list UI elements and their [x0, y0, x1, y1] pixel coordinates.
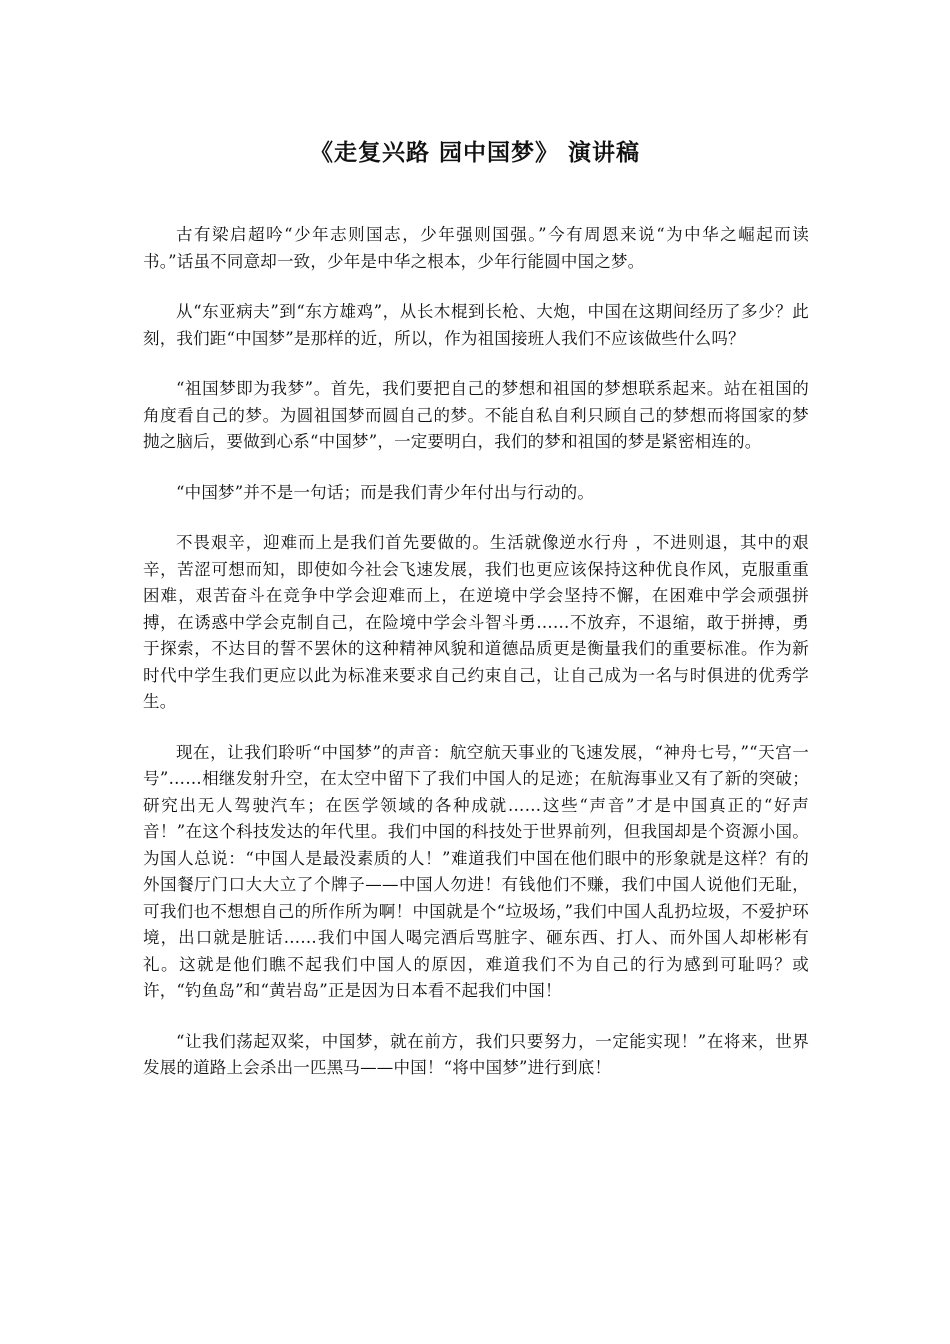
paragraph-3: “祖国梦即为我梦”。首先，我们要把自己的梦想和祖国的梦想联系起来。站在祖国的角度看自己的梦。为圆祖国梦而圆自己的梦。不能自私自利只顾自己的梦想而将国家的梦抛之脑后，要做到心系“中国梦”，一定要明白，我们的梦和祖国的梦是紧密相连的。: [143, 379, 809, 451]
paragraph-1: 古有梁启超吟“少年志则国志，少年强则国强。”今有周恩来说“为中华之崛起而读书。”话虽不同意却一致，少年是中华之根本，少年行能圆中国之梦。: [143, 225, 809, 271]
document-title: 《走复兴路 园中国梦》 演讲稿: [309, 140, 640, 166]
document-body: [143, 222, 809, 1106]
paragraph-5: 不畏艰辛，迎难而上是我们首先要做的。生活就像逆水行舟 ，不进则退，其中的艰辛，苦涩可想而知，即使如今社会飞速发展，我们也更应该保持这种优良作风，克服重重困难，艰苦奋斗在竞争中学会迎难而上，在逆境中学会坚持不懈，在困难中学会顽强拼搏，在诱惑中学会克制自己，在险境中学会斗智斗勇……不放弃，不退缩，敢于拼搏，勇于探索，不达目的誓不罢休的这种精神风貌和道德品质更是衡量我们的重要标准。作为新时代中学生我们更应以此为标准来要求自己约束自己，让自己成为一名与时俱进的优秀学生。: [143, 533, 809, 711]
paragraph-7: “让我们荡起双桨，中国梦，就在前方，我们只要努力，一定能实现！”在将来，世界发展的道路上会杀出一匹黑马——中国！“将中国梦”进行到底！: [143, 1031, 809, 1077]
paragraph-2: 从“东亚病夫”到“东方雄鸡”，从长木棍到长枪、大炮，中国在这期间经历了多少？此刻，我们距“中国梦”是那样的近，所以，作为祖国接班人我们不应该做些什么吗？: [143, 302, 809, 348]
paragraph-6: 现在，让我们聆听“中国梦”的声音：航空航天事业的飞速发展，“神舟七号，”“天宫一号”……相继发射升空，在太空中留下了我们中国人的足迹；在航海事业又有了新的突破；研究出无人驾驶汽车；在医学领域的各种成就……这些“声音”才是中国真正的“好声音！”在这个科技发达的年代里。我们中国的科技处于世界前列，但我国却是个资源小国。为国人总说：“中国人是最没素质的人！”难道我们中国在他们眼中的形象就是这样？有的外国餐厅门口大大立了个牌子——中国人勿进！有钱他们不赚，我们中国人说他们无耻，可我们也不想想自己的所作所为啊！中国就是个“垃圾场，”我们中国人乱扔垃圾，不爱护环境，出口就是脏话……我们中国人喝完酒后骂脏字、砸东西、打人、而外国人却彬彬有礼。这就是他们瞧不起我们中国人的原因，难道我们不为自己的行为感到可耻吗？或许，“钓鱼岛”和“黄岩岛”正是因为日本看不起我们中国！: [143, 742, 809, 1000]
paragraph-4: “中国梦”并不是一句话；而是我们青少年付出与行动的。: [176, 482, 595, 502]
